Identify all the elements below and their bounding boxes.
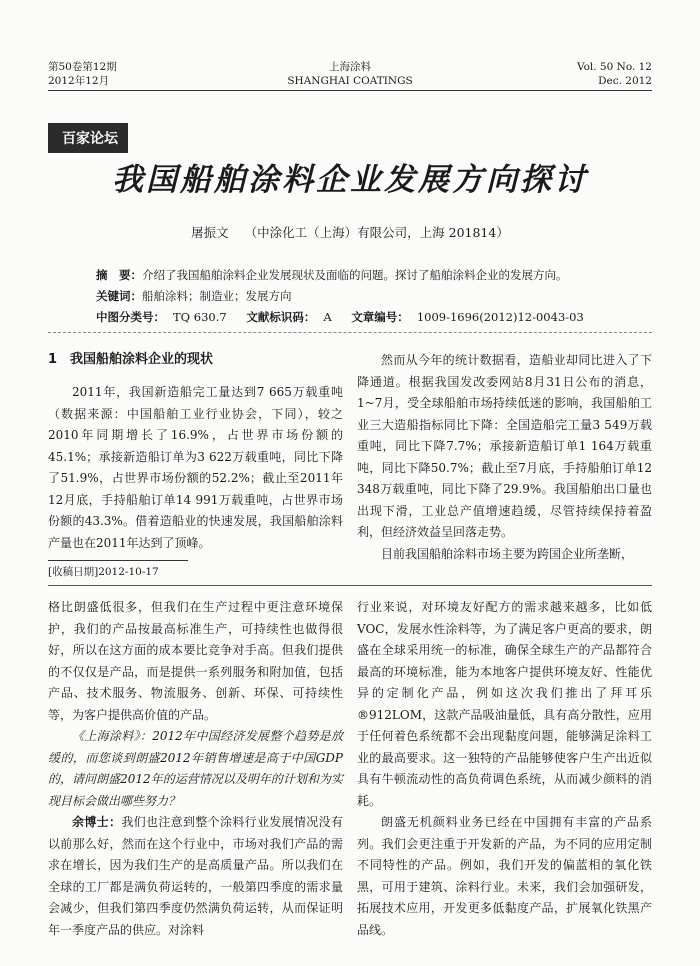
article-divider [48, 585, 652, 586]
abstract-divider [48, 332, 652, 333]
clc-label: 中图分类号： [96, 310, 165, 324]
interview-question: 《上海涂料》：2012年中国经济发展整个趋势是放缓的，而您谈到朗盛2012年销售增速是高于中国GDP的，请问朗盛2012年的运营情况以及明年的计划和为实现目标会做出哪些努力？ [48, 729, 343, 808]
abstract-text: 介绍了我国船舶涂料企业发展现状及面临的问题。探讨了船舶涂料企业的发展方向。 [142, 268, 568, 282]
column-top-left [48, 350, 343, 554]
journal-name-en: SHANGHAI COATINGS [287, 75, 413, 87]
journal-issue-en [577, 60, 652, 88]
issue-volume: 第50卷第12期 [48, 61, 117, 73]
paragraph: 2011年，我国新造船完工量达到7 665万载重吨（数据来源：中国船舶工业行业协会，下同），较之2010年同期增长了16.9%，占世界市场份额的45.1%；承接新造船订单为3 622万载重吨，同比下降了51.9%，占世界市场份额的52.2%；截止至2011年12月底，手持船舶订单14 991万载重吨，占世界市场份额的43.3%。借着造船业的快速发展，我国船舶涂料产量也在2011年达到了顶峰。 [48, 385, 343, 550]
author-affiliation: （中涂化工（上海）有限公司，上海 201814） [244, 225, 509, 240]
column-bottom-left [48, 597, 343, 941]
issue-date: 2012年12月 [48, 75, 110, 87]
paragraph: 然而从今年的统计数据看，造船业却同比进入了下降通道。根据我国发改委网站8月31日公布的消息，1~7月，受全球船舶市场持续低迷的影响，我国船舶工业三大造船指标同比下降：全国造船完工量3 549万载重吨，同比下降7.7%；承接新造船订单1 164万载重吨，同比下降50.7%；截止至7月底，手持船舶订单12 348万载重吨，同比下降了29.9%。我国船舶出口量也出现下滑，工业总产值增速趋缓，尽管持续保持着盈利，但经济效益呈回落走势。 [357, 353, 652, 539]
received-date: [收稿日期]2012-10-17 [48, 560, 188, 579]
issue-date-en: Dec. 2012 [598, 75, 652, 87]
header-rule [48, 90, 652, 91]
interview-answer [48, 812, 343, 941]
article-no-value: 1009-1696(2012)12-0043-03 [416, 310, 584, 324]
paragraph: 格比朗盛低很多，但我们在生产过程中更注意环境保护，我们的产品按最高标准生产，可持续性也做得很好，所以在这方面的成本要比竞争对手高。但我们提供的不仅仅是产品，而是提供一系列服务和附加值，包括产品、技术服务、物流服务、创新、环保、可持续性等，为客户提供高价值的产品。 [48, 600, 343, 722]
column-bottom-right [357, 597, 652, 941]
doc-code-label: 文献标识码： [246, 310, 316, 324]
clc-value: TQ 630.7 [173, 310, 227, 324]
keywords-row [96, 286, 656, 307]
abstract-block [96, 265, 656, 328]
abstract-label: 摘 要： [96, 268, 142, 282]
answer-text: 我们也注意到整个涂料行业发展情况没有以前那么好，然而在这个行业中，市场对我们产品的需求在增长，因为我们生产的是高质量产品。所以我们在全球的工厂都是满负荷运转的，一般第四季度的需求量会减少，但我们第四季度仍然满负荷运转，从而保证明年一季度产品的供应。对涂料 [48, 815, 343, 937]
abstract-row [96, 265, 656, 286]
author-name: 屠振文 [191, 225, 229, 240]
keywords-text: 船舶涂料；制造业；发展方向 [142, 289, 292, 303]
journal-name-cn: 上海涂料 [329, 61, 371, 73]
article-no-label: 文章编号： [351, 310, 409, 324]
issue-volume-en: Vol. 50 No. 12 [576, 61, 652, 73]
paragraph: 朗盛无机颜料业务已经在中国拥有丰富的产品系列。我们会更注重于开发新的产品，为不同的应用定制不同特性的产品。例如，我们开发的偏蓝相的氧化铁黑，可用于建筑、涂料行业。未来，我们会加强研发，拓展技术应用，开发更多低黏度产品，扩展氧化铁黑产品线。 [357, 815, 652, 937]
section-heading: 1 我国船舶涂料企业的现状 [48, 352, 214, 367]
column-top-right [357, 350, 652, 565]
byline [0, 223, 700, 241]
section-tag: 百家论坛 [48, 123, 128, 153]
paragraph: 目前我国船舶涂料市场主要为跨国企业所垄断， [381, 546, 634, 561]
speaker-label: 余博士： [72, 815, 122, 829]
doc-code-value: A [323, 310, 332, 324]
paragraph: 行业来说，对环境友好配方的需求越来越多，比如低VOC，发展水性涂料等，为了满足客户更高的要求，朗盛在全球采用统一的标准，确保全球生产的产品都符合最高的环境标准，能为本地客户提供环境友好、性能优异的定制化产品，例如这次我们推出了拜耳乐®912LOM，这款产品吸油量低，具有高分散性，应用于任何着色系统都不会出现黏度问题，能够满足涂料工业的最高要求。这一独特的产品能够使客户生产出近似具有牛顿流动性的高负荷调色系统，从而减少颜料的消耗。 [357, 600, 652, 808]
classification-row [96, 307, 656, 328]
article-title: 我国船舶涂料企业发展方向探讨 [112, 162, 588, 198]
keywords-label: 关键词： [96, 289, 142, 303]
